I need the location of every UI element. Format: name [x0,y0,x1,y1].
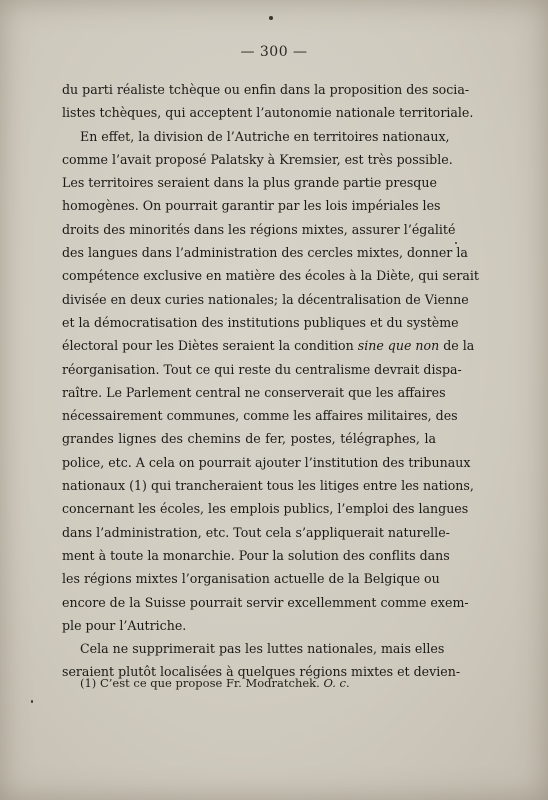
text-line: listes tchèques, qui acceptent l’autonomie nationale territoriale. [62,105,474,121]
text-line: réorganisation. Tout ce qui reste du centralisme devrait dispa- [62,361,462,377]
text-line: grandes lignes des chemins de fer, postes, télégraphes, la [62,431,436,447]
body-text [62,78,479,684]
text-line: électoral pour les Diètes seraient la condition sine que non de la [62,338,475,354]
text-line: ple pour l’Autriche. [62,617,187,633]
footnote: (1) C’est ce que propose Fr. Modratchek. O. c. [80,676,350,690]
text-line: droits des minorités dans les régions mixtes, assurer l’égalité [62,221,456,237]
text-line: ment à toute la monarchie. Pour la solution des conflits dans [62,547,450,563]
text-line: du parti réaliste tchèque ou enfin dans la proposition des socia- [62,82,470,97]
text-line: nationaux (1) qui trancheraient tous les litiges entre les nations, [62,478,474,494]
text-line: nécessairement communes, comme les affaires militaires, des [62,408,458,424]
text-line: dans l’administration, etc. Tout cela s’appliquerait naturelle- [62,524,450,540]
page-number: — 300 — [240,44,308,60]
text-line: raître. Le Parlement central ne conserverait que les affaires [62,384,446,400]
text-line: seraient plutôt localisées à quelques régions mixtes et devien- [62,664,461,680]
ink-speck [31,700,33,703]
text-line: des langues dans l’administration des cercles mixtes, donner la [62,245,468,261]
text-line: Les territoires seraient dans la plus grande partie presque [62,175,437,191]
text-line: Cela ne supprimerait pas les luttes nationales, mais elles [80,641,445,657]
text-line: divisée en deux curies nationales; la décentralisation de Vienne [62,291,469,307]
text-line: comme l’avait proposé Palatsky à Kremsier, est très possible. [62,151,453,167]
text-line: les régions mixtes l’organisation actuelle de la Belgique ou [62,571,440,587]
ink-speck [455,242,457,244]
text-line: et la démocratisation des institutions publiques et du système [62,314,459,330]
text-line: homogènes. On pourrait garantir par les lois impériales les [62,198,441,214]
text-line: compétence exclusive en matière des écoles à la Diète, qui serait [62,268,479,284]
ink-speck [269,16,273,20]
text-line: En effet, la division de l’Autriche en territoires nationaux, [80,128,450,144]
text-line: encore de la Suisse pourrait servir excellemment comme exem- [62,594,469,610]
text-line: concernant les écoles, les emplois publics, l’emploi des langues [62,501,469,517]
text-line: police, etc. A cela on pourrait ajouter l’institution des tribunaux [62,454,471,470]
